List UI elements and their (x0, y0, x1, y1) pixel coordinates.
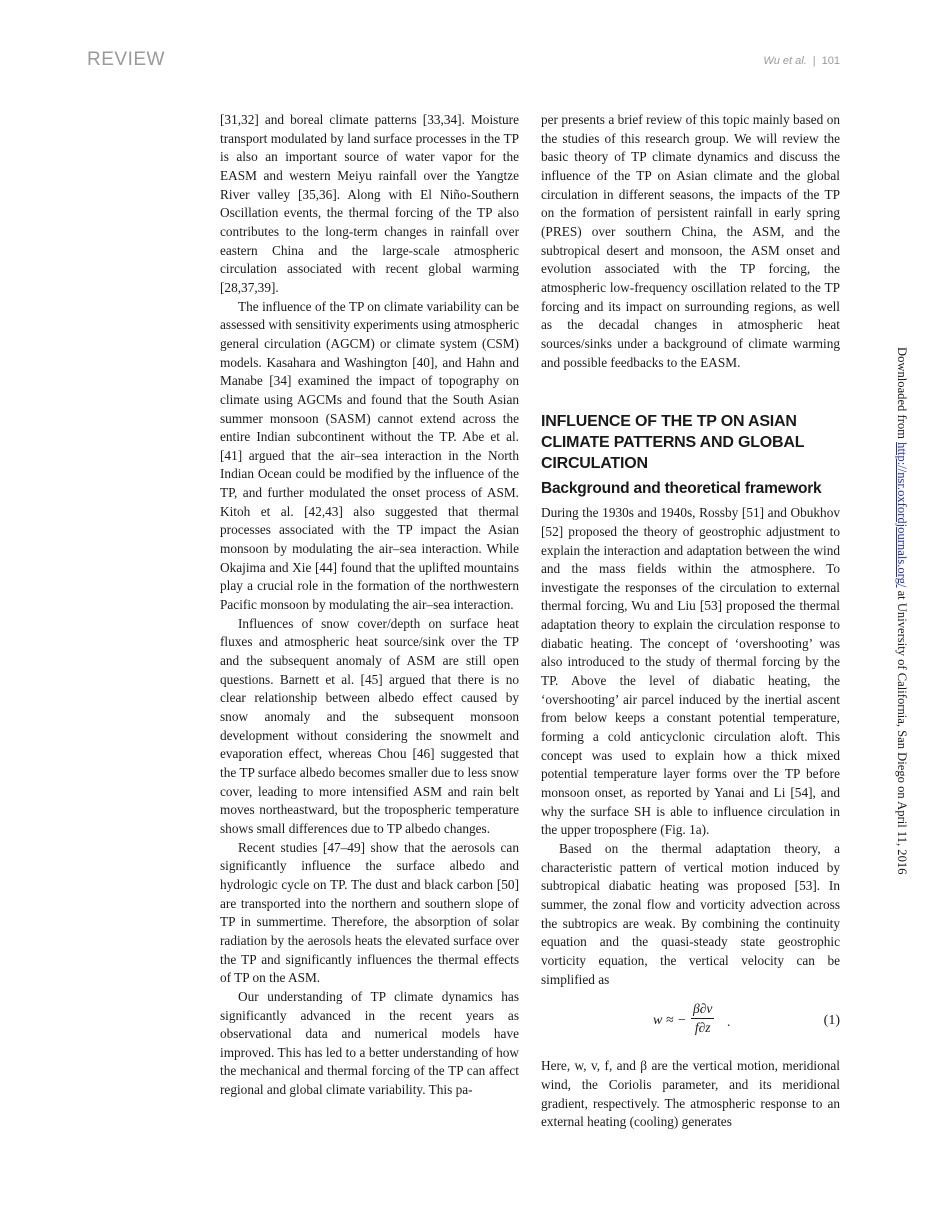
left-paragraph: [31,32] and boreal climate patterns [33,34]. Moisture transport modulated by land surface processes in the TP is also an important source of water vapor for the EASM and western Meiyu rainfall over the Yangtze River valley [35,36]. Along with El Niño-Southern Oscillation events, the thermal forcing of the TP also contributes to the long-term changes in rainfall over eastern China and the large-scale atmospheric circulation associated with recent global warming [28,37,39]. (220, 112, 519, 295)
page-number: 101 (821, 55, 840, 67)
download-notice (894, 347, 909, 875)
left-column (220, 111, 519, 1100)
journal-link[interactable]: http://nsr.oxfordjournals.org/ (895, 442, 909, 588)
left-paragraph: Recent studies [47–49] show that the aerosols can significantly influence the surface albedo and hydrologic cycle on TP. The dust and black carbon [50] are transported into the northern and southern slope of TP in summertime. Therefore, the absorption of solar radiation by the aerosols heats the elevated surface over the TP and significantly influences the thermal effects of TP on the ASM. (220, 839, 519, 986)
equation-lhs: w ≈ − (653, 1013, 687, 1029)
running-header-authors: Wu et al. (763, 55, 807, 67)
equation-period: . (727, 1014, 731, 1030)
equation-fraction (691, 1001, 714, 1036)
running-header-separator: | (812, 55, 816, 67)
running-header (763, 55, 840, 67)
download-prefix: Downloaded from (895, 347, 909, 443)
left-paragraph: Influences of snow cover/depth on surface heat fluxes and atmospheric heat source/sink over the TP and the subsequent anomaly of ASM are still open questions. Barnett et al. [45] argued that there is no clear relationship between albedo effect caused by snow anomaly and the subsequent monsoon development without considering the snowmelt and evaporation effect, whereas Chou [46] suggested that the TP surface albedo becomes smaller due to less snow cover, leading to more intensified ASM and rain belt moves northeastward, but the tropospheric temperature shows small differences due to TP albedo changes. (220, 615, 519, 836)
section-heading: INFLUENCE OF THE TP ON ASIAN CLIMATE PATTERNS AND GLOBAL CIRCULATION (541, 413, 805, 473)
equation-1 (541, 993, 840, 1049)
right-column (541, 111, 840, 1132)
right-intro-paragraph: per presents a brief review of this topic mainly based on the studies of this research group. We will review the basic theory of TP climate dynamics and discuss the influence of the TP on Asian climate and the global circulation in different seasons, the impacts of the TP on the formation of persistent rainfall in early spring (PRES) over southern China, the ASM, and the subtropical desert and monsoon, the ASM onset and evolution associated with the TP forcing, the atmospheric low-frequency oscillation related to the TP forcing and its impact on surrounding regions, as well as the decadal changes in atmospheric heat sources/sinks under a background of climate warming and possible feedbacks to the EASM. (541, 112, 840, 370)
left-paragraph: Our understanding of TP climate dynamics has significantly advanced in the recent years as observational data and numerical models have improved. This has led to a better understanding of how the mechanical and thermal forcing of the TP can affect regional and global climate variability. This pa- (220, 988, 519, 1098)
left-paragraph: The influence of the TP on climate variability can be assessed with sensitivity experiments using atmospheric general circulation (AGCM) or climate system (CSM) models. Kasahara and Washington [40], and Hahn and Manabe [34] examined the impact of topography on climate using AGCMs and found that the South Asian summer monsoon (SASM) cannot extend across the entire Indian subcontinent without the TP. Abe et al. [41] argued that the air–sea interaction in the North Indian Ocean could be modified by the influence of the TP, and further modulated the onset process of ASM. Kitoh et al. [42,43] also suggested that thermal processes associated with the TP impact the Asian monsoon by modulating the air–sea interaction. While Okajima and Xie [44] found that the uplifted mountains play a crucial role in the formation of the northwestern Pacific monsoon by modulating the air–sea interaction. (220, 298, 519, 613)
subsection-heading: Background and theoretical framework (541, 480, 822, 498)
equation-denominator: f∂z (694, 1020, 711, 1036)
equation-numerator: β∂v (691, 1001, 714, 1019)
right-paragraph: During the 1930s and 1940s, Rossby [51] and Obukhov [52] proposed the theory of geostrophic adjustment to explain the interaction and adaptation between the wind and the mass fields within the atmosphere. To investigate the responses of the circulation to external thermal forcing, Wu and Liu [53] proposed the thermal adaptation theory to explain the circulation response to diabatic heating. The concept of ‘overshooting’ was also introduced to the study of thermal forcing by the TP. Above the level of diabatic heating, the ‘overshooting’ air parcel induced by the inertial ascent from below keeps a constant potential temperature, forming a cold anticyclonic circulation aloft. This concept was used to explain how a thick mixed potential temperature layer forms over the TP before monsoon onset, as reported by Yanai and Li [54], and why the surface SH is able to influence circulation in the upper troposphere (Fig. 1a). (541, 505, 840, 838)
right-paragraph: Based on the thermal adaptation theory, a characteristic pattern of vertical motion induced by subtropical diabatic heating was proposed [53]. In summer, the zonal flow and vorticity advection across the subtropics are weak. By combining the continuity equation and the quasi-steady state geostrophic vorticity equation, the vertical velocity can be simplified as (541, 841, 840, 987)
equation-number: (1) (823, 1013, 840, 1029)
right-paragraph: Here, w, v, f, and β are the vertical motion, meridional wind, the Coriolis parameter, and its meridional gradient, respectively. The atmospheric response to an external heating (cooling) generates (541, 1058, 840, 1130)
download-suffix: at University of California, San Diego on April 11, 2016 (895, 587, 909, 875)
download-sidebar (895, 347, 911, 875)
section-label: REVIEW (87, 49, 165, 70)
